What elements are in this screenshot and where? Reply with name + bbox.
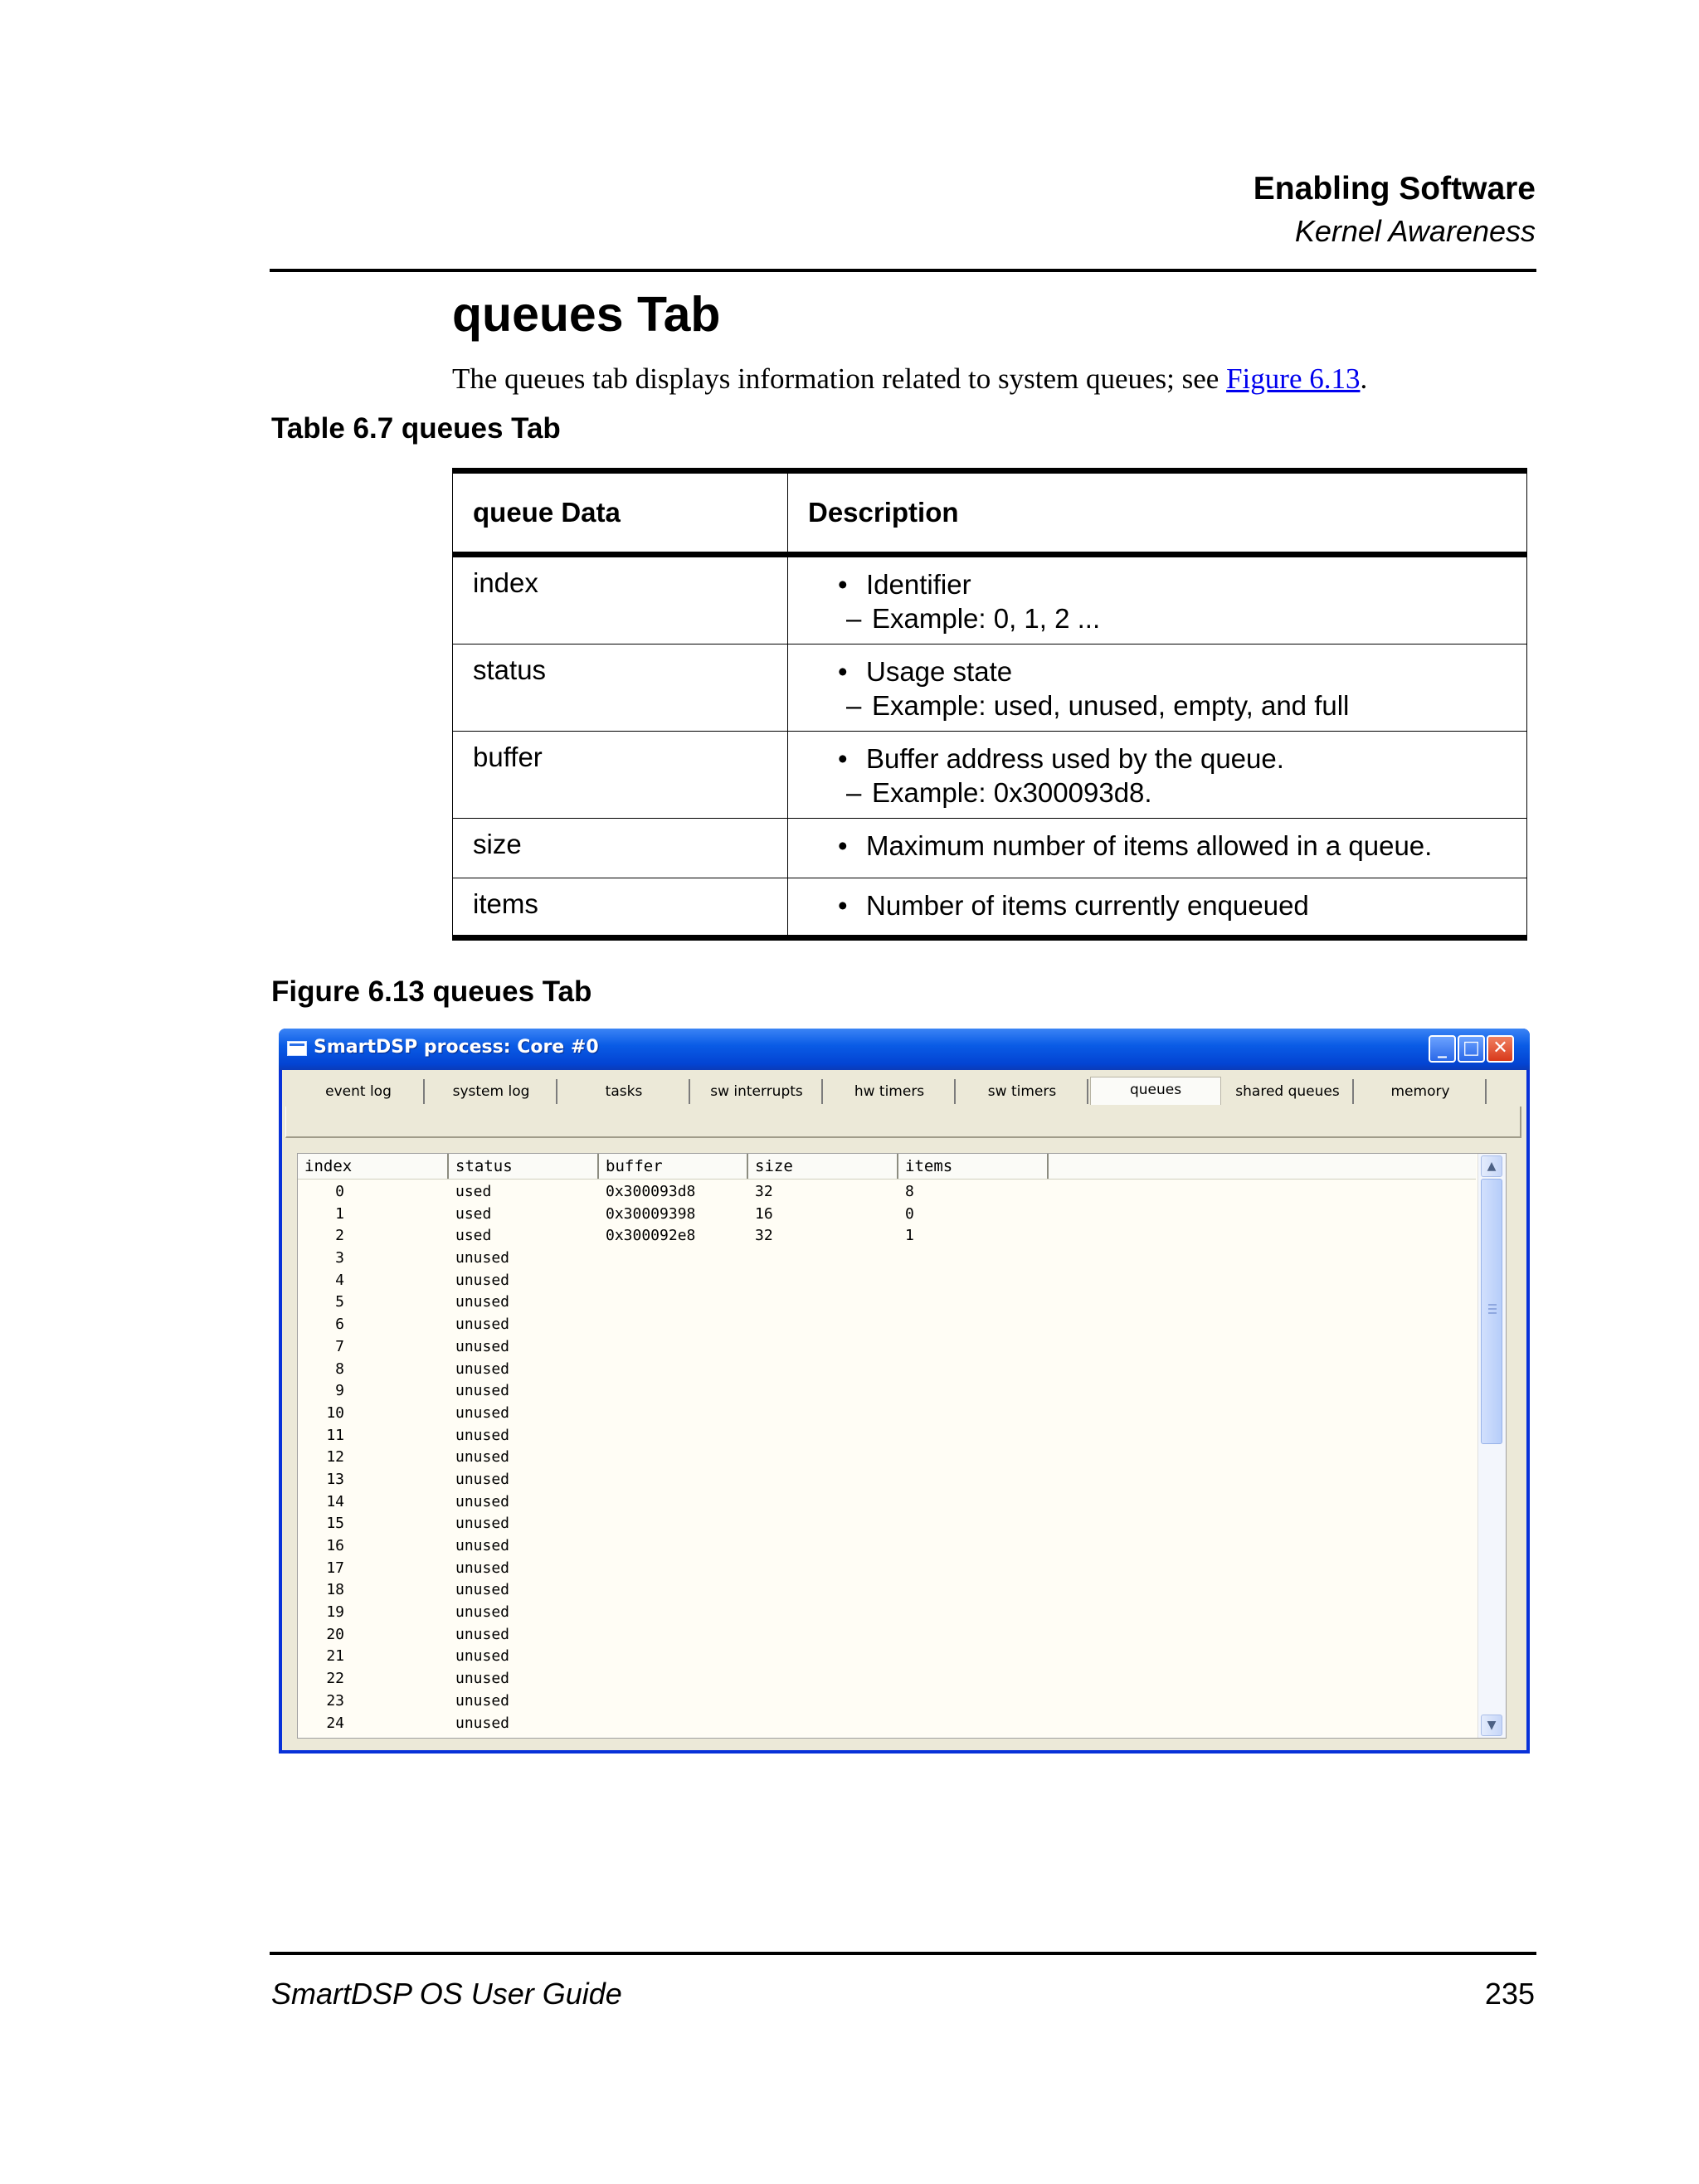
cell-index: 19 bbox=[326, 1603, 344, 1622]
running-header-title: Enabling Software bbox=[1253, 171, 1536, 207]
cell-index: 7 bbox=[335, 1337, 344, 1355]
cell-status: unused bbox=[455, 1470, 510, 1488]
cell-index: 10 bbox=[326, 1403, 344, 1422]
description-bullet: • Buffer address used by the queue. bbox=[808, 742, 1507, 776]
cell-index: 22 bbox=[326, 1670, 344, 1688]
cell-index: 21 bbox=[326, 1647, 344, 1666]
cell-index: 20 bbox=[326, 1625, 344, 1643]
table-row bbox=[453, 819, 1527, 878]
table-row bbox=[453, 732, 1527, 819]
list-row[interactable] bbox=[298, 1270, 1476, 1292]
window-title: SmartDSP process: Core #0 bbox=[314, 1037, 599, 1058]
cell-index: 1 bbox=[335, 1204, 344, 1223]
cell-index: 0 bbox=[335, 1183, 344, 1200]
cell-index: 4 bbox=[335, 1271, 344, 1289]
cell-items: 0 bbox=[905, 1204, 914, 1223]
cell-size: 16 bbox=[755, 1204, 773, 1223]
cell-name: buffer bbox=[453, 732, 788, 819]
tab-hw-timers[interactable]: hw timers bbox=[825, 1079, 956, 1104]
cell-status: unused bbox=[455, 1271, 510, 1289]
cell-status: unused bbox=[455, 1691, 510, 1710]
cell-description bbox=[788, 878, 1527, 938]
cell-status: unused bbox=[455, 1714, 510, 1732]
cell-items: 1 bbox=[905, 1227, 914, 1245]
list-row[interactable] bbox=[298, 1491, 1476, 1514]
tab-sw-timers[interactable]: sw timers bbox=[957, 1079, 1088, 1104]
list-row[interactable] bbox=[298, 1447, 1476, 1469]
close-button[interactable]: ✕ bbox=[1487, 1035, 1514, 1063]
cell-status: unused bbox=[455, 1316, 510, 1334]
list-row[interactable] bbox=[298, 1181, 1476, 1204]
list-row[interactable] bbox=[298, 1359, 1476, 1381]
cell-status: unused bbox=[455, 1448, 510, 1467]
column-header-size[interactable]: size bbox=[748, 1154, 898, 1179]
cell-index: 24 bbox=[326, 1714, 344, 1732]
maximize-button[interactable]: □ bbox=[1458, 1035, 1485, 1063]
column-header-items[interactable]: items bbox=[898, 1154, 1049, 1179]
list-row[interactable] bbox=[298, 1713, 1476, 1735]
cell-description bbox=[788, 644, 1527, 732]
cell-index: 23 bbox=[326, 1691, 344, 1710]
tab-system-log[interactable]: system log bbox=[426, 1079, 557, 1104]
table-row bbox=[453, 878, 1527, 938]
intro-text: The queues tab displays information related to system queues; see bbox=[452, 362, 1227, 395]
description-bullet: • Usage state bbox=[808, 654, 1507, 689]
tab-sw-interrupts[interactable]: sw interrupts bbox=[692, 1079, 823, 1104]
description-example: – Example: used, unused, empty, and full bbox=[808, 689, 1507, 722]
cell-index: 18 bbox=[326, 1581, 344, 1599]
list-row[interactable] bbox=[298, 1425, 1476, 1447]
list-row[interactable] bbox=[298, 1291, 1476, 1314]
cell-name: status bbox=[453, 644, 788, 732]
cell-buffer: 0x30009398 bbox=[606, 1204, 696, 1223]
cell-index: 15 bbox=[326, 1515, 344, 1533]
list-row[interactable] bbox=[298, 1535, 1476, 1558]
cell-index: 5 bbox=[335, 1293, 344, 1311]
tab-tasks[interactable]: tasks bbox=[559, 1079, 690, 1104]
cell-index: 9 bbox=[335, 1382, 344, 1400]
cell-buffer: 0x300092e8 bbox=[606, 1227, 696, 1245]
column-header-description: Description bbox=[788, 471, 1527, 555]
cell-status: unused bbox=[455, 1293, 510, 1311]
list-row[interactable] bbox=[298, 1513, 1476, 1535]
list-row[interactable] bbox=[298, 1558, 1476, 1580]
tab-event-log[interactable]: event log bbox=[294, 1079, 425, 1104]
list-row[interactable] bbox=[298, 1690, 1476, 1713]
list-row[interactable] bbox=[298, 1336, 1476, 1359]
cell-status: unused bbox=[455, 1625, 510, 1643]
tab-memory[interactable]: memory bbox=[1356, 1079, 1487, 1104]
tab-queues[interactable]: queues bbox=[1090, 1077, 1221, 1105]
vertical-scrollbar[interactable] bbox=[1477, 1154, 1507, 1738]
description-example: – Example: 0x300093d8. bbox=[808, 776, 1507, 810]
cell-buffer: 0x300093d8 bbox=[606, 1183, 696, 1200]
smartdsp-window bbox=[279, 1029, 1530, 1754]
list-row[interactable] bbox=[298, 1204, 1476, 1226]
list-row[interactable] bbox=[298, 1579, 1476, 1602]
cell-status: unused bbox=[455, 1426, 510, 1444]
cell-index: 16 bbox=[326, 1537, 344, 1554]
cell-items: 8 bbox=[905, 1183, 914, 1200]
tab-shared-queues[interactable]: shared queues bbox=[1223, 1079, 1354, 1104]
cell-status: used bbox=[455, 1183, 492, 1200]
cell-status: unused bbox=[455, 1403, 510, 1422]
queue-data-table bbox=[452, 468, 1527, 941]
cell-size: 32 bbox=[755, 1227, 773, 1245]
column-header-status[interactable]: status bbox=[449, 1154, 599, 1179]
description-bullet: • Maximum number of items allowed in a queue. bbox=[808, 829, 1507, 863]
scrollbar-thumb[interactable] bbox=[1481, 1179, 1502, 1444]
list-row[interactable] bbox=[298, 1314, 1476, 1336]
figure-link[interactable]: Figure 6.13 bbox=[1226, 362, 1361, 395]
cell-name: size bbox=[453, 819, 788, 878]
cell-index: 13 bbox=[326, 1470, 344, 1488]
footer-rule bbox=[270, 1952, 1536, 1955]
intro-paragraph bbox=[452, 362, 1367, 396]
cell-status: unused bbox=[455, 1360, 510, 1378]
header-rule bbox=[270, 269, 1536, 272]
table-row bbox=[453, 555, 1527, 644]
cell-status: unused bbox=[455, 1337, 510, 1355]
cell-name: items bbox=[453, 878, 788, 938]
list-row[interactable] bbox=[298, 1624, 1476, 1647]
list-row[interactable] bbox=[298, 1668, 1476, 1690]
cell-status: unused bbox=[455, 1537, 510, 1554]
cell-status: unused bbox=[455, 1603, 510, 1622]
table-row bbox=[453, 644, 1527, 732]
app-window-icon bbox=[287, 1041, 307, 1056]
cell-index: 14 bbox=[326, 1492, 344, 1510]
cell-status: unused bbox=[455, 1249, 510, 1267]
list-row[interactable] bbox=[298, 1602, 1476, 1624]
section-title: queues Tab bbox=[452, 287, 721, 342]
footer-guide-title: SmartDSP OS User Guide bbox=[271, 1977, 622, 2011]
cell-index: 17 bbox=[326, 1559, 344, 1577]
table-caption: Table 6.7 queues Tab bbox=[271, 412, 561, 445]
window-client-area bbox=[282, 1070, 1526, 1750]
cell-description bbox=[788, 732, 1527, 819]
description-bullet: • Number of items currently enqueued bbox=[808, 888, 1507, 923]
table-header-row bbox=[453, 471, 1527, 555]
cell-status: unused bbox=[455, 1515, 510, 1533]
list-header bbox=[298, 1154, 1476, 1180]
cell-index: 6 bbox=[335, 1316, 344, 1334]
list-row[interactable] bbox=[298, 1225, 1476, 1248]
list-row[interactable] bbox=[298, 1248, 1476, 1270]
description-example: – Example: 0, 1, 2 ... bbox=[808, 602, 1507, 635]
cell-index: 11 bbox=[326, 1426, 344, 1444]
list-row[interactable] bbox=[298, 1646, 1476, 1668]
description-bullet: • Identifier bbox=[808, 567, 1507, 602]
page-number: 235 bbox=[1484, 1977, 1535, 2011]
list-row[interactable] bbox=[298, 1380, 1476, 1403]
list-row[interactable] bbox=[298, 1469, 1476, 1491]
cell-status: unused bbox=[455, 1647, 510, 1666]
cell-name: index bbox=[453, 555, 788, 644]
list-rows bbox=[298, 1181, 1476, 1734]
queues-list[interactable] bbox=[297, 1153, 1507, 1739]
column-header-buffer[interactable]: buffer bbox=[599, 1154, 748, 1179]
cell-index: 2 bbox=[335, 1227, 344, 1245]
intro-end: . bbox=[1360, 362, 1368, 395]
cell-index: 12 bbox=[326, 1448, 344, 1467]
scroll-up-icon[interactable]: ▲ bbox=[1481, 1155, 1502, 1177]
cell-index: 8 bbox=[335, 1360, 344, 1378]
cell-status: unused bbox=[455, 1670, 510, 1688]
cell-status: unused bbox=[455, 1492, 510, 1510]
cell-status: used bbox=[455, 1227, 492, 1245]
minimize-button[interactable]: _ bbox=[1429, 1035, 1456, 1063]
running-header-subtitle: Kernel Awareness bbox=[1294, 214, 1536, 248]
cell-status: unused bbox=[455, 1382, 510, 1400]
cell-status: used bbox=[455, 1204, 492, 1223]
cell-status: unused bbox=[455, 1559, 510, 1577]
column-header-queue-data: queue Data bbox=[453, 471, 788, 555]
grip-icon bbox=[1488, 1304, 1497, 1314]
cell-status: unused bbox=[455, 1581, 510, 1599]
list-row[interactable] bbox=[298, 1403, 1476, 1425]
cell-size: 32 bbox=[755, 1183, 773, 1200]
cell-description bbox=[788, 555, 1527, 644]
window-titlebar[interactable] bbox=[279, 1029, 1530, 1070]
tab-panel-frame bbox=[285, 1107, 1521, 1138]
column-header-index[interactable]: index bbox=[298, 1154, 449, 1179]
cell-index: 3 bbox=[335, 1249, 344, 1267]
figure-caption: Figure 6.13 queues Tab bbox=[271, 975, 592, 1008]
cell-description bbox=[788, 819, 1527, 878]
scroll-down-icon[interactable]: ▼ bbox=[1481, 1715, 1502, 1736]
